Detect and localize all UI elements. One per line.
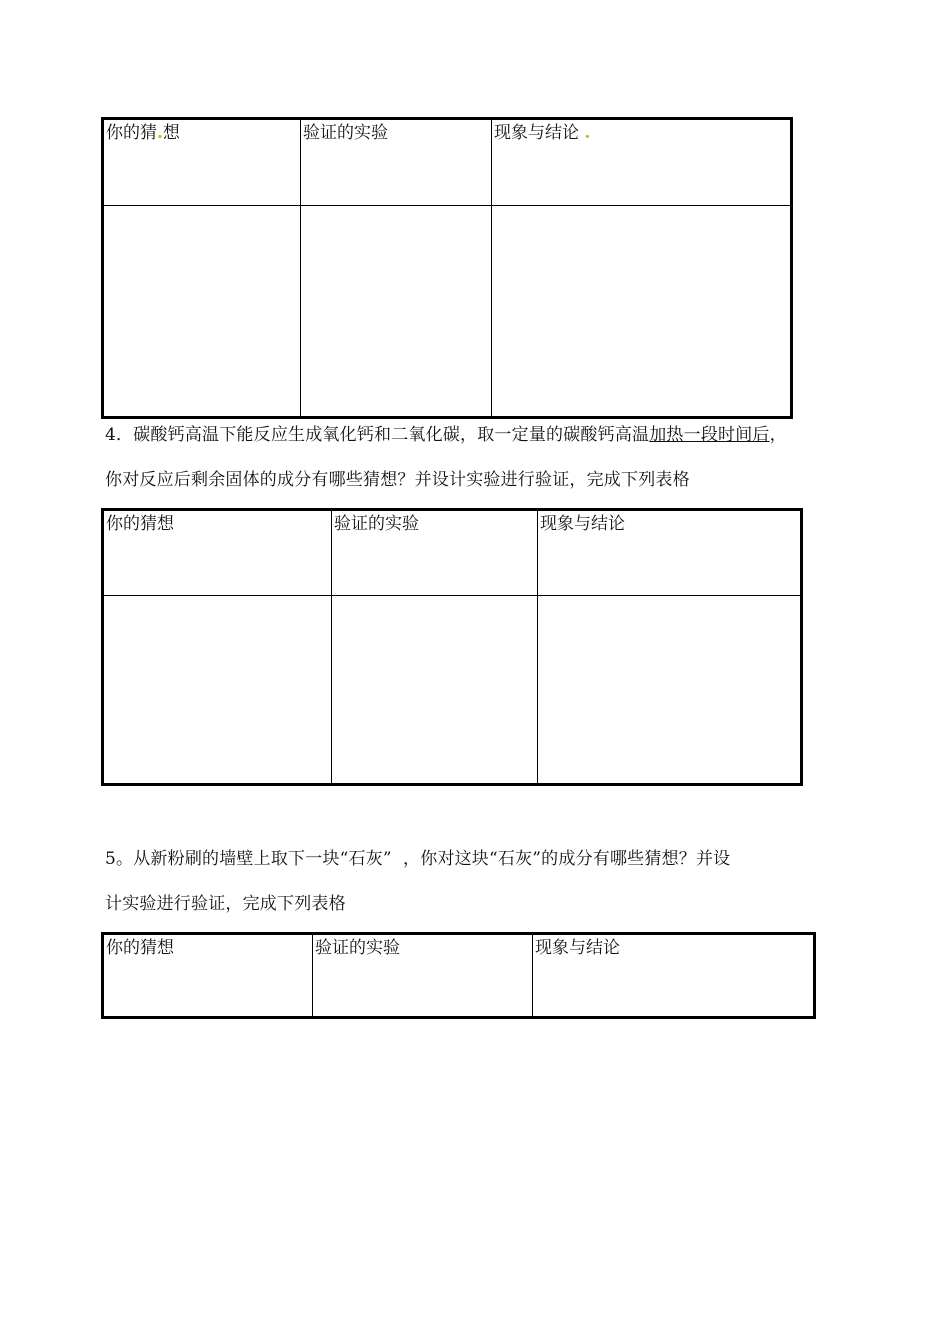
answer-cell-guess[interactable]: [103, 206, 301, 418]
header-experiment: 验证的实验: [313, 934, 533, 1018]
header-guess: 你的猜.想: [103, 119, 301, 206]
answer-cell-result[interactable]: [492, 206, 792, 418]
question-4-line-2: 你对反应后剩余固体的成分有哪些猜想？并设计实验进行验证，完成下列表格: [105, 470, 690, 490]
question-4-line-1: 4．碳酸钙高温下能反应生成氧化钙和二氧化碳，取一定量的碳酸钙高温加热一段时间后，: [105, 425, 787, 445]
answer-cell-guess[interactable]: [103, 596, 332, 785]
hypothesis-table-3: [101, 932, 816, 1019]
header-experiment: 验证的实验: [332, 510, 538, 596]
mark-dot: .: [584, 123, 591, 143]
table-answer-row: [103, 206, 792, 418]
header-guess: 你的猜想: [103, 934, 313, 1018]
table-header-row: [103, 934, 815, 1018]
question-5-line-1: 5。从新粉刷的墙壁上取下一块“石灰” ，你对这块“石灰”的成分有哪些猜想？并设: [105, 849, 731, 869]
answer-cell-experiment[interactable]: [332, 596, 538, 785]
table-header-row: [103, 119, 792, 206]
header-guess: 你的猜想: [103, 510, 332, 596]
hypothesis-table-1: [101, 117, 793, 419]
header-result: 现象与结论: [538, 510, 802, 596]
header-result: 现象与结论 .: [492, 119, 792, 206]
mark-dot: .: [157, 123, 163, 143]
answer-cell-experiment[interactable]: [301, 206, 492, 418]
underlined-phrase: 加热一段时间后: [649, 425, 770, 445]
header-result: 现象与结论: [533, 934, 815, 1018]
table-header-row: [103, 510, 802, 596]
question-5-line-2: 计实验进行验证，完成下列表格: [105, 894, 346, 914]
header-experiment: 验证的实验: [301, 119, 492, 206]
answer-cell-result[interactable]: [538, 596, 802, 785]
table-answer-row: [103, 596, 802, 785]
hypothesis-table-2: [101, 508, 803, 786]
